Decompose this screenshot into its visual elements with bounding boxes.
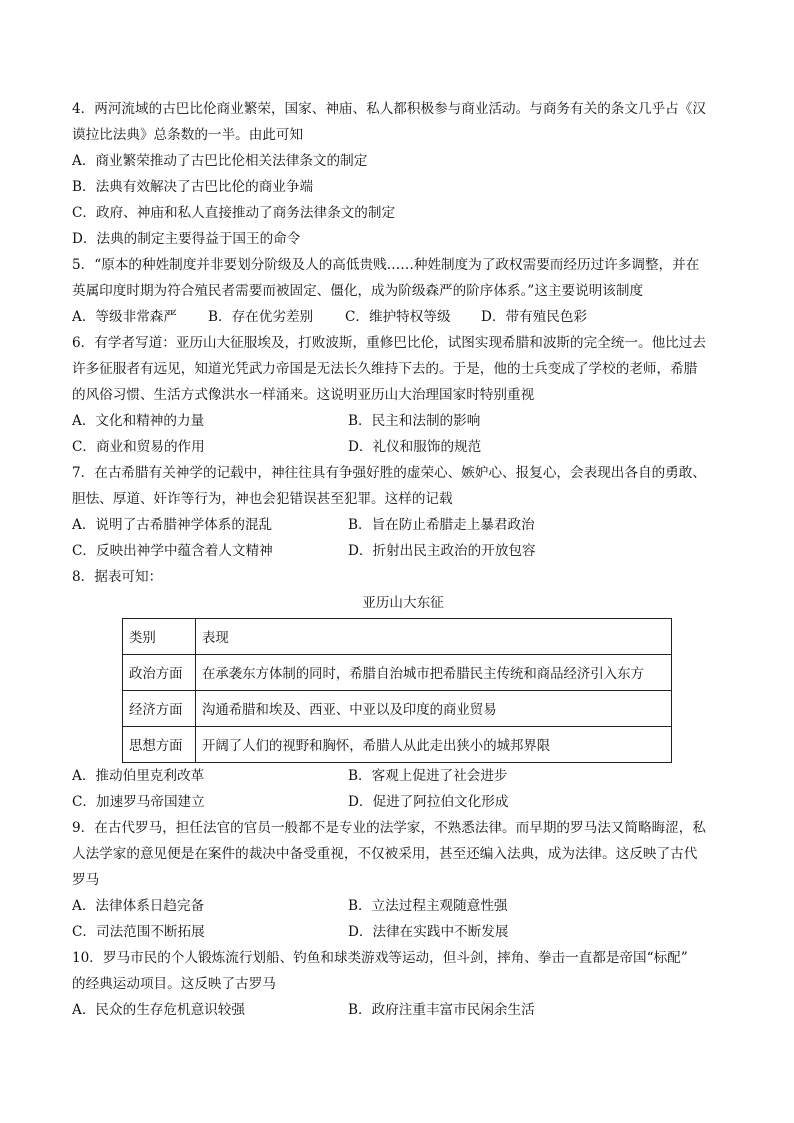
question-7-option-c: C．反映出神学中蕴含着人文精神 [72, 543, 273, 559]
question-6-stem-line-1: 6．有学者写道：亚历山大征服埃及，打败波斯，重修巴比伦，试图实现希腊和波斯的完全统一。他比过去 [72, 335, 706, 351]
question-9 [72, 815, 728, 945]
question-5-option-a: A．等级非常森严 [72, 309, 177, 325]
question-8-stem: 8．据表可知： [72, 569, 163, 585]
question-9-options-row-1 [72, 893, 728, 919]
question-7-options-row-1 [72, 512, 728, 538]
question-6-options-row-1 [72, 408, 728, 434]
question-9-stem-line-3: 罗马 [72, 872, 100, 888]
table-header-cell: 类别 [123, 619, 196, 655]
question-4-option-b: B．法典有效解决了古巴比伦的商业争端 [72, 179, 314, 195]
question-7-option-b: B．旨在防止希腊走上暴君政治 [348, 517, 535, 533]
question-8-option-c: C．加速罗马帝国建立 [72, 794, 205, 810]
question-7-stem-line-1: 7．在古希腊有关神学的记载中，神往往具有争强好胜的虚荣心、嫉妒心、报复心，会表现出各自的勇敢、 [72, 465, 706, 481]
table-cell-category: 经济方面 [123, 691, 196, 727]
question-7 [72, 460, 728, 564]
question-6-option-b: B．民主和法制的影响 [348, 413, 481, 429]
question-6-options-row-2 [72, 434, 728, 460]
exam-page [72, 96, 728, 1023]
question-9-stem-line-2: 人法学家的意见便是在案件的裁决中备受重视，不仅被采用，甚至还编入法典，成为法律。这反映了古代 [72, 846, 698, 862]
question-8-options-row-1 [72, 763, 728, 789]
question-4-stem-line-2: 谟拉比法典》总条数的一半。由此可知 [72, 127, 304, 143]
question-4-option-a: A．商业繁荣推动了古巴比伦相关法律条文的制定 [72, 153, 368, 169]
table-header-cell: 表现 [196, 619, 672, 655]
question-10-options-row-1 [72, 997, 728, 1023]
question-7-option-d: D．折射出民主政治的开放包容 [348, 543, 536, 559]
question-10-stem-line-2: 的经典运动项目。这反映了古罗马 [72, 976, 276, 992]
question-6-option-d: D．礼仪和服饰的规范 [348, 439, 482, 455]
table-cell-description: 在承袭东方体制的同时，希腊自治城市把希腊民主传统和商品经济引入东方 [196, 655, 672, 691]
question-7-options-row-2 [72, 538, 728, 564]
question-5-option-b: B．存在优劣差别 [208, 309, 314, 325]
question-5-options [72, 304, 728, 330]
question-8-option-b: B．客观上促进了社会进步 [348, 768, 508, 784]
question-10-option-a: A．民众的生存危机意识较强 [72, 1002, 245, 1018]
table-cell-category: 思想方面 [123, 727, 196, 763]
table-row [123, 655, 672, 691]
question-6-stem-line-2: 许多征服者有远见，知道光凭武力帝国是无法长久维持下去的。于是，他的士兵变成了学校的老师，希腊 [72, 361, 698, 377]
question-5-stem-line-2: 英属印度时期为符合殖民者需要而被固定、僵化，成为阶级森严的阶序体系。”这主要说明该制度 [72, 283, 644, 299]
alexander-table [122, 618, 672, 763]
question-9-option-a: A．法律体系日趋完备 [72, 898, 205, 914]
question-9-option-d: D．法律在实践中不断发展 [348, 924, 509, 940]
question-8-option-a: A．推动伯里克利改革 [72, 768, 205, 784]
question-10-stem-line-1: 10．罗马市民的个人锻炼流行划船、钓鱼和球类游戏等运动，但斗剑，摔角、拳击一直都是帝国“标配” [72, 950, 688, 966]
question-4-option-c: C．政府、神庙和私人直接推动了商务法律条文的制定 [72, 205, 396, 221]
question-9-options-row-2 [72, 919, 728, 945]
question-9-option-c: C．司法范围不断拓展 [72, 924, 205, 940]
question-9-option-b: B．立法过程主观随意性强 [348, 898, 508, 914]
question-5 [72, 252, 728, 330]
question-6-option-a: A．文化和精神的力量 [72, 413, 205, 429]
table-row [123, 691, 672, 727]
table-cell-description: 开阔了人们的视野和胸怀，希腊人从此走出狭小的城邦界限 [196, 727, 672, 763]
question-10 [72, 945, 728, 1023]
question-5-option-d: D．带有殖民色彩 [481, 309, 588, 325]
table-cell-description: 沟通希腊和埃及、西亚、中亚以及印度的商业贸易 [196, 691, 672, 727]
question-6-stem-line-3: 的风俗习惯、生活方式像洪水一样涌来。这说明亚历山大治理国家时特别重视 [72, 387, 535, 403]
question-5-stem-line-1: 5．“原本的种姓制度并非要划分阶级及人的高低贵贱……种姓制度为了政权需要而经历过许多调整，并在 [72, 257, 700, 273]
table-title: 亚历山大东征 [362, 595, 444, 611]
question-9-stem-line-1: 9．在古代罗马，担任法官的官员一般都不是专业的法学家，不熟悉法律。而早期的罗马法又简略晦涩，私 [72, 820, 706, 836]
question-7-option-a: A．说明了古希腊神学体系的混乱 [72, 517, 273, 533]
question-4 [72, 96, 728, 252]
table-header-row [123, 619, 672, 655]
question-4-option-d: D．法典的制定主要得益于国王的命令 [72, 231, 301, 247]
question-10-option-b: B．政府注重丰富市民闲余生活 [348, 1002, 535, 1018]
question-7-stem-line-2: 胆怯、厚道、奸诈等行为，神也会犯错误甚至犯罪。这样的记载 [72, 491, 453, 507]
question-4-stem-line-1: 4．两河流域的古巴比伦商业繁荣，国家、神庙、私人都积极参与商业活动。与商务有关的条文几乎占《汉 [72, 101, 706, 117]
table-cell-category: 政治方面 [123, 655, 196, 691]
question-5-option-c: C．维护特权等级 [345, 309, 451, 325]
question-6 [72, 330, 728, 460]
table-row [123, 727, 672, 763]
question-8-options-row-2 [72, 789, 728, 815]
question-8 [72, 564, 728, 815]
question-6-option-c: C．商业和贸易的作用 [72, 439, 205, 455]
question-8-option-d: D．促进了阿拉伯文化形成 [348, 794, 509, 810]
